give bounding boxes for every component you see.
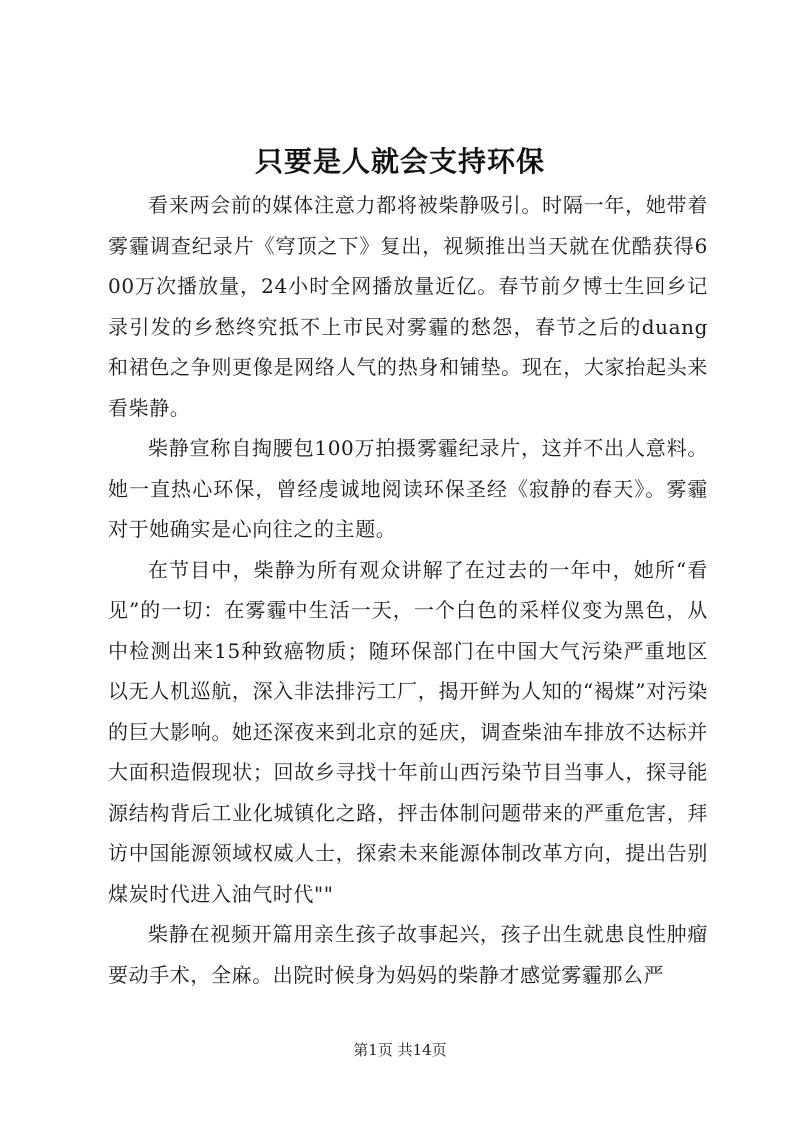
paragraph-4: 柴静在视频开篇用亲生孩子故事起兴，孩子出生就患良性肿瘤要动手术，全麻。出院时候身为妈妈的柴静才感觉雾霾那么严: [108, 922, 708, 987]
page-footer: [0, 1040, 800, 1060]
document-title: 只要是人就会支持环保: [254, 145, 545, 178]
document-body: [108, 185, 708, 995]
page-number: 第1页 共14页: [353, 1041, 447, 1059]
paragraph-1: 看来两会前的媒体注意力都将被柴静吸引。时隔一年，她带着雾霾调查纪录片《穹顶之下》复出，视频推出当天就在优酷获得600万次播放量，24小时全网播放量近亿。春节前夕博士生回乡记录引发的乡愁终究抵不上市民对雾霾的愁怨，春节之后的duang和裙色之争则更像是网络人气的热身和铺垫。现在，大家抬起头来看柴静。: [108, 193, 708, 420]
paragraph-3: 在节目中，柴静为所有观众讲解了在过去的一年中，她所“看见”的一切：在雾霾中生活一天，一个白色的采样仪变为黑色，从中检测出来15种致癌物质；随环保部门在中国大气污染严重地区以无人机巡航，深入非法排污工厂，揭开鲜为人知的“褐煤”对污染的巨大影响。她还深夜来到北京的延庆，调查柴油车排放不达标并大面积造假现状；回故乡寻找十年前山西污染节目当事人，探寻能源结构背后工业化城镇化之路，抨击体制问题带来的严重危害，拜访中国能源领域权威人士，探索未来能源体制改革方向，提出告别煤炭时代进入油气时代"": [108, 557, 708, 906]
paragraph-2: 柴静宣称自掏腰包100万拍摄雾霾纪录片，这并不出人意料。她一直热心环保，曾经虔诚地阅读环保圣经《寂静的春天》。雾霾对于她确实是心向往之的主题。: [108, 436, 708, 541]
